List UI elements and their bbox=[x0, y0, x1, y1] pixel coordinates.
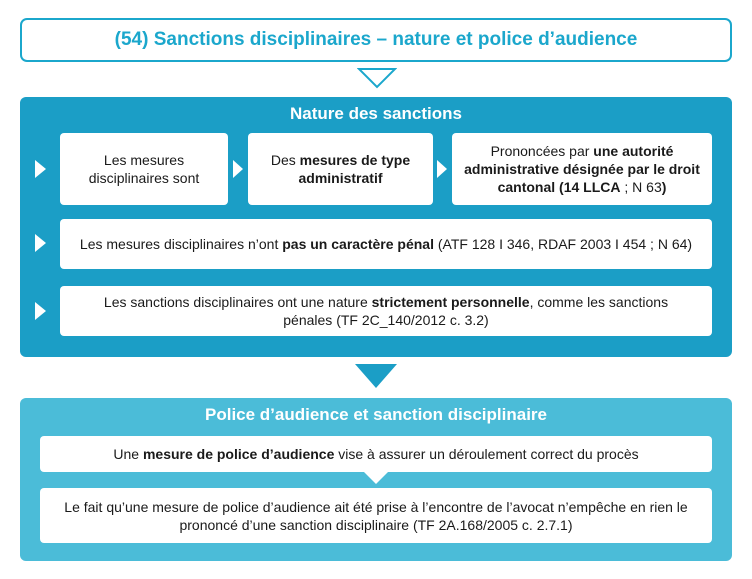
row1-chevron-1-icon bbox=[233, 160, 243, 178]
row1-bullet-arrow-icon bbox=[35, 160, 46, 178]
row1-box-autorite bbox=[452, 133, 712, 205]
police-box-sanction bbox=[40, 488, 712, 543]
police-box-mesure bbox=[40, 436, 712, 472]
page-title: (54) Sanctions disciplinaires – nature et police d’audience bbox=[114, 29, 638, 50]
title-box bbox=[20, 18, 732, 62]
nature-section-heading: Nature des sanctions bbox=[290, 104, 462, 123]
row2-bullet-arrow-icon bbox=[35, 234, 46, 252]
row2-text: Les mesures disciplinaires n’ont pas un caractère pénal (ATF 128 I 346, RDAF 2003 I 454 ; N 64) bbox=[79, 236, 693, 252]
police-box-mesure-text: Une mesure de police d’audience vise à assurer un déroulement correct du procès bbox=[113, 446, 639, 462]
row3-text: Les sanctions disciplinaires ont une nature strictement personnelle, comme les sanctions pénales (TF 2C_140/2012 c. 3.2) bbox=[103, 294, 669, 328]
police-section-heading: Police d’audience et sanction disciplinaire bbox=[205, 405, 547, 424]
police-box-sanction-text: Le fait qu’une mesure de police d’audience ait été prise à l’encontre de l’avocat n’empêche en rien le prononcé d’une sanction disciplinaire (TF 2A.168/2005 c. 2.7.1) bbox=[64, 498, 688, 533]
row1-box-mesures-text: Les mesures disciplinaires sont bbox=[88, 152, 200, 186]
row1-chevron-2-icon bbox=[437, 160, 447, 178]
down-arrow-outline-icon bbox=[357, 67, 397, 89]
row1-box-type-text: Des mesures de type administratif bbox=[270, 152, 411, 186]
row1-box-type bbox=[248, 133, 433, 205]
row1-box-autorite-text: Prononcées par une autorité administrative désignée par le droit cantonal (14 LLCA ; N 63) bbox=[464, 143, 700, 195]
police-down-chevron-icon bbox=[364, 472, 388, 486]
row3-box-nature-personnelle bbox=[60, 286, 712, 336]
row2-box-caractere-penal bbox=[60, 219, 712, 269]
row1-box-mesures bbox=[60, 133, 228, 205]
down-arrow-filled-icon bbox=[355, 364, 397, 390]
row3-bullet-arrow-icon bbox=[35, 302, 46, 320]
